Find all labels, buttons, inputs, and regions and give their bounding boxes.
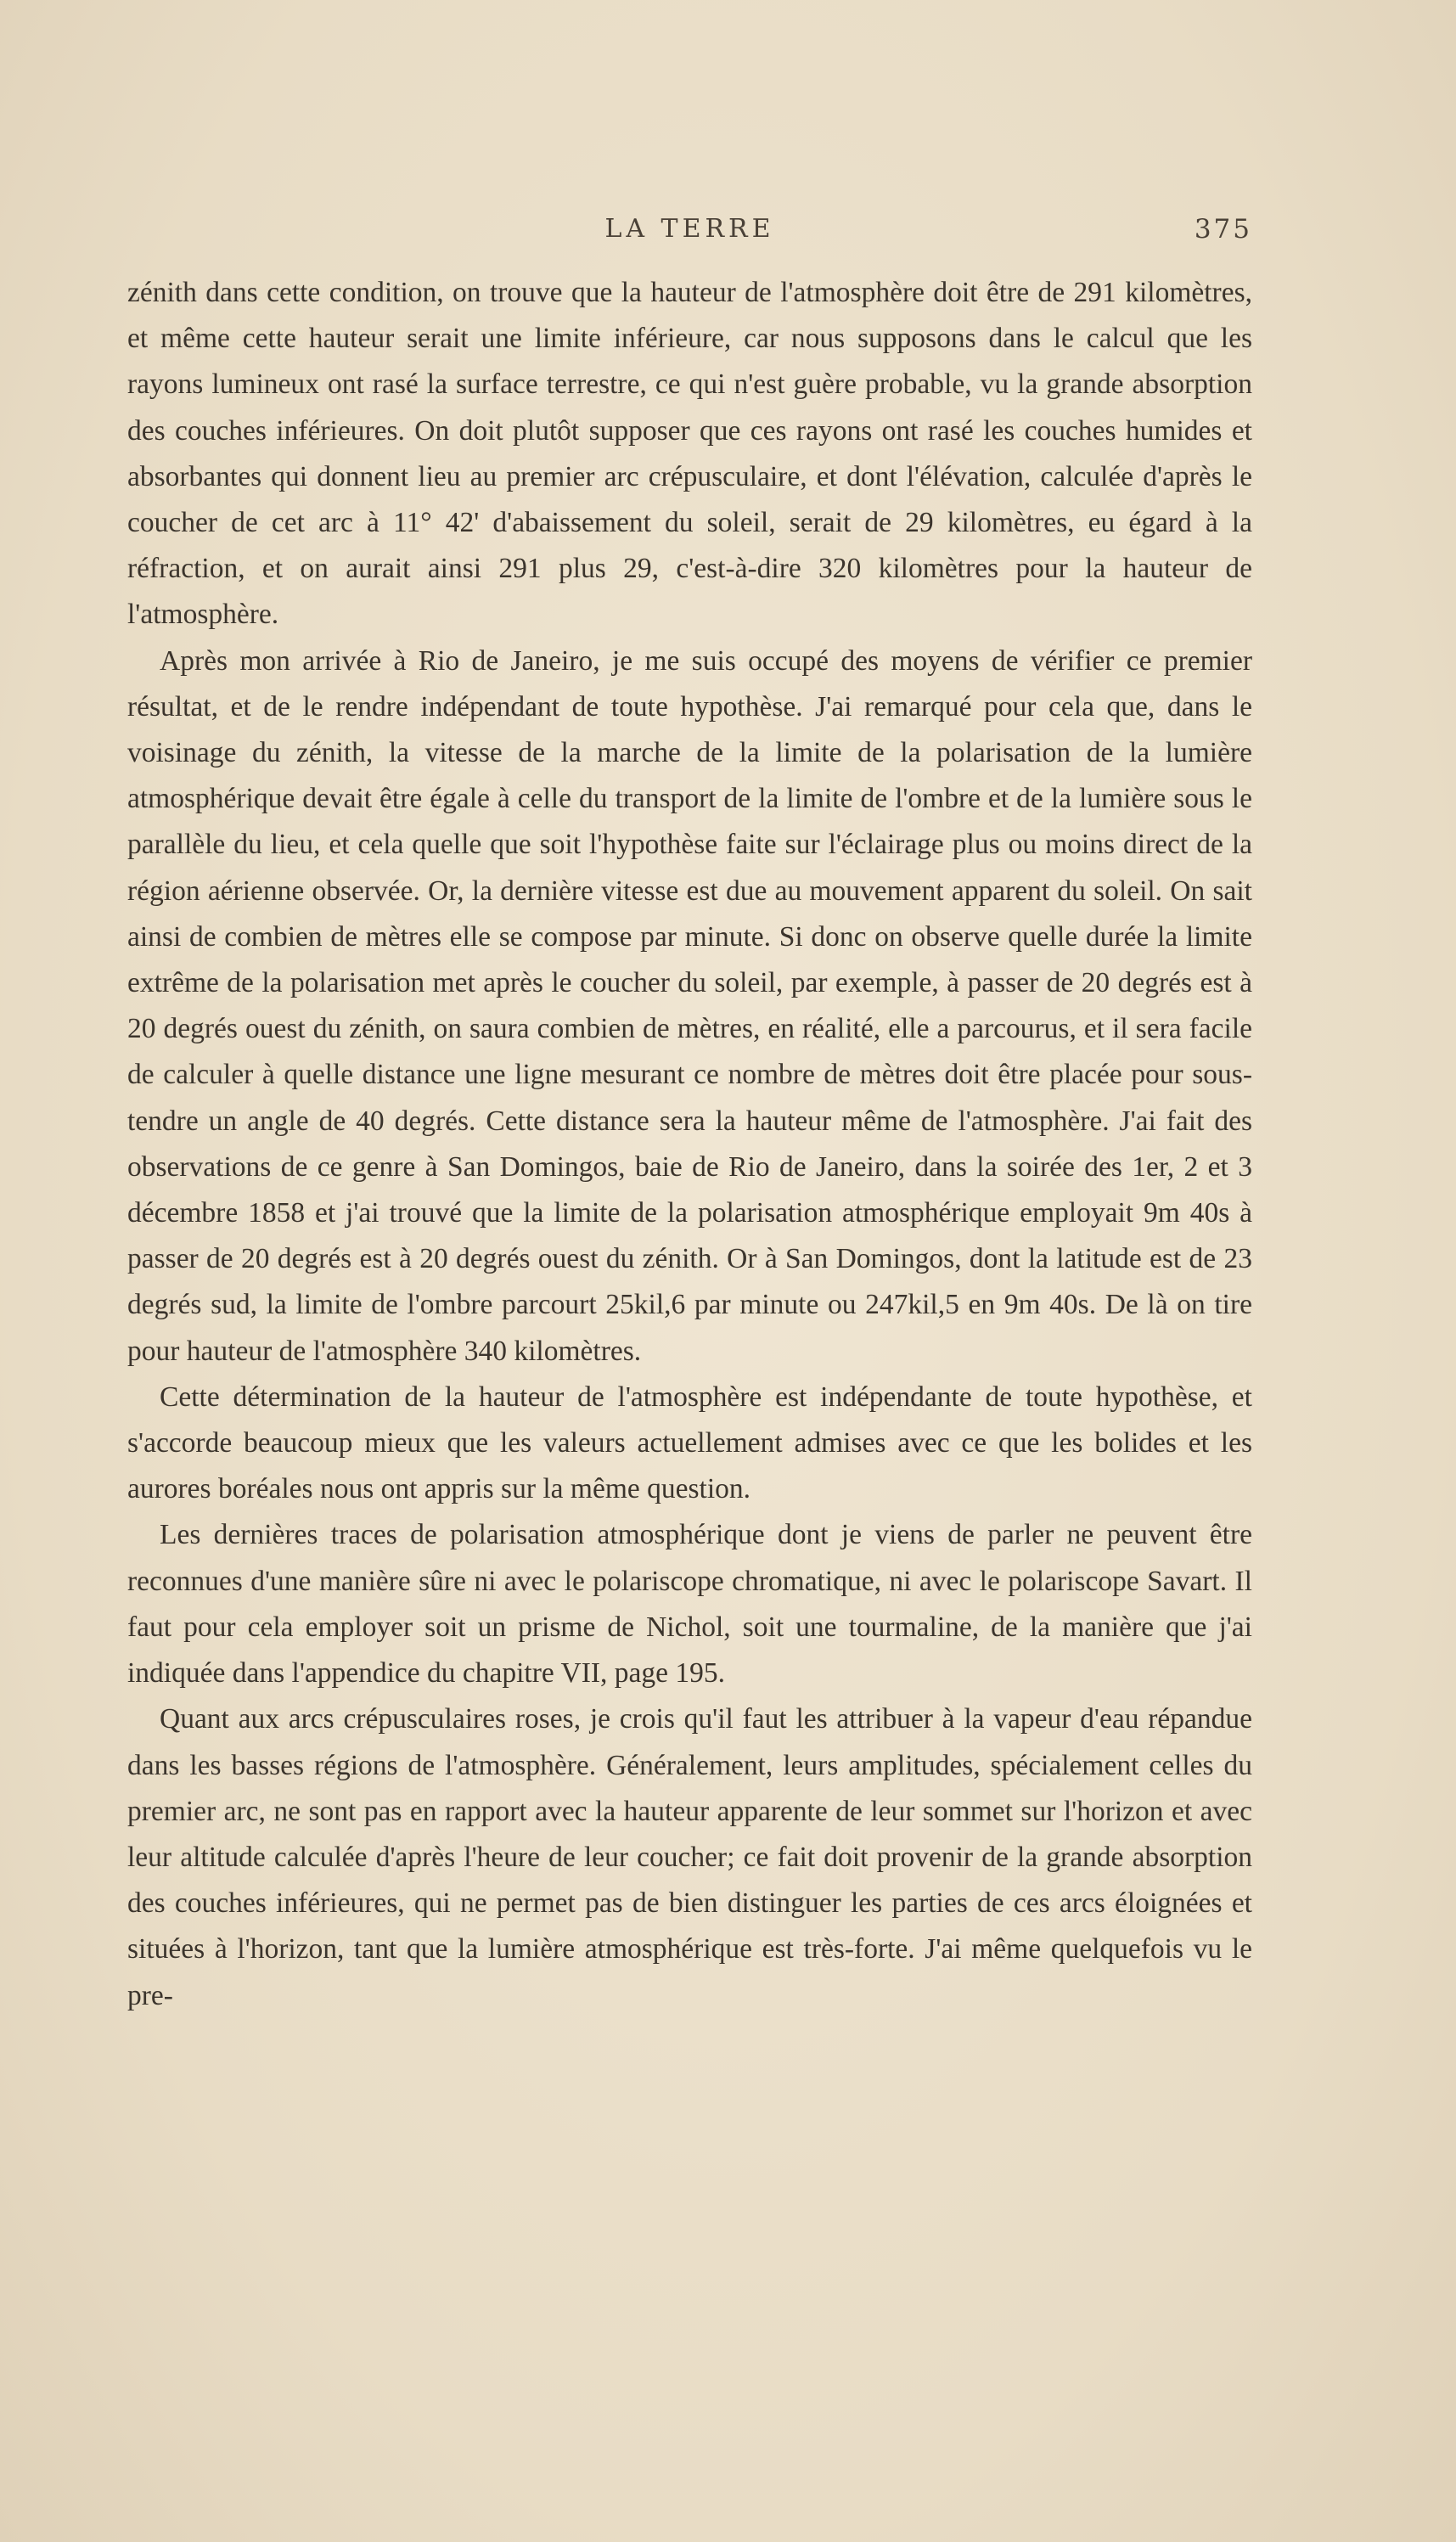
running-header — [127, 214, 1252, 251]
paragraph-4: Les dernières traces de polarisation atmosphérique dont je viens de parler ne peuvent être reconnues d'une manière sûre ni avec le polariscope chromatique, ni avec le polariscope Savart. Il faut pour cela employer soit un prisme de Nichol, soit une tourmaline, de la manière que j'ai indiquée dans l'appendice du chapitre VII, page 195. — [127, 1519, 1252, 1690]
paragraph-1: zénith dans cette condition, on trouve que la hauteur de l'atmosphère doit être de 291 kilomètres, et même cette hauteur serait une limite inférieure, car nous supposons dans le calcul que les rayons lumineux ont rasé la surface terrestre, ce qui n'est guère probable, vu la grande absorption des couches inférieures. On doit plutôt supposer que ces rayons ont rasé les couches humides et absorbantes qui donnent lieu au premier arc crépusculaire, et dont l'élévation, calculée d'après le coucher de cet arc à 11° 42' d'abaissement du soleil, serait de 29 kilomètres, eu égard à la réfraction, et on aurait ainsi 291 plus 29, c'est-à-dire 320 kilomètres pour la hauteur de l'atmosphère. — [127, 277, 1252, 631]
paragraph-3: Cette détermination de la hauteur de l'atmosphère est indépendante de toute hypothèse, et s'accorde beaucoup mieux que les valeurs actuellement admises avec ce que les bolides et les aurores boréales nous ont appris sur la même question. — [127, 1381, 1252, 1505]
body-text — [127, 270, 1252, 2019]
paragraph-5: Quant aux arcs crépusculaires roses, je crois qu'il faut les attribuer à la vapeur d'eau répandue dans les basses régions de l'atmosphère. Généralement, leurs amplitudes, spécialement celles du premier arc, ne sont pas en rapport avec la hauteur apparente de leur sommet sur l'horizon et avec leur altitude calculée d'après l'heure de leur coucher; ce fait doit provenir de la grande absorption des couches inférieures, qui ne permet pas de bien distinguer les parties de ces arcs éloignées et situées à l'horizon, tant que la lumière atmosphérique est très-forte. J'ai même quelquefois vu le pre- — [127, 1703, 1252, 2011]
running-title: LA TERRE — [604, 214, 775, 244]
page-number: 375 — [1194, 214, 1252, 245]
paragraph-2: Après mon arrivée à Rio de Janeiro, je me suis occupé des moyens de vérifier ce premier résultat, et de le rendre indépendant de toute hypothèse. J'ai remarqué pour cela que, dans le voisinage du zénith, la vitesse de la marche de la limite de la polarisation de la lumière atmosphérique devait être égale à celle du transport de la limite de l'ombre et de la lumière sous le parallèle du lieu, et cela quelle que soit l'hypothèse faite sur l'éclairage plus ou moins direct de la région aérienne observée. Or, la dernière vitesse est due au mouvement apparent du soleil. On sait ainsi de combien de mètres elle se compose par minute. Si donc on observe quelle durée la limite extrême de la polarisation met après le coucher du soleil, par exemple, à passer de 20 degrés est à 20 degrés ouest du zénith, on saura combien de mètres, en réalité, elle a parcourus, et il sera facile de calculer à quelle distance une ligne mesurant ce nombre de mètres doit être placée pour sous-tendre un angle de 40 degrés. Cette distance sera la hauteur même de l'atmosphère. J'ai fait des observations de ce genre à San Domingos, baie de Rio de Janeiro, dans la soirée des 1er, 2 et 3 décembre 1858 et j'ai trouvé que la limite de la polarisation atmosphérique employait 9m 40s à passer de 20 degrés est à 20 degrés ouest du zénith. Or à San Domingos, dont la latitude est de 23 degrés sud, la limite de l'ombre parcourt 25kil,6 par minute ou 247kil,5 en 9m 40s. De là on tire pour hauteur de l'atmosphère 340 kilomètres. — [127, 644, 1252, 1367]
